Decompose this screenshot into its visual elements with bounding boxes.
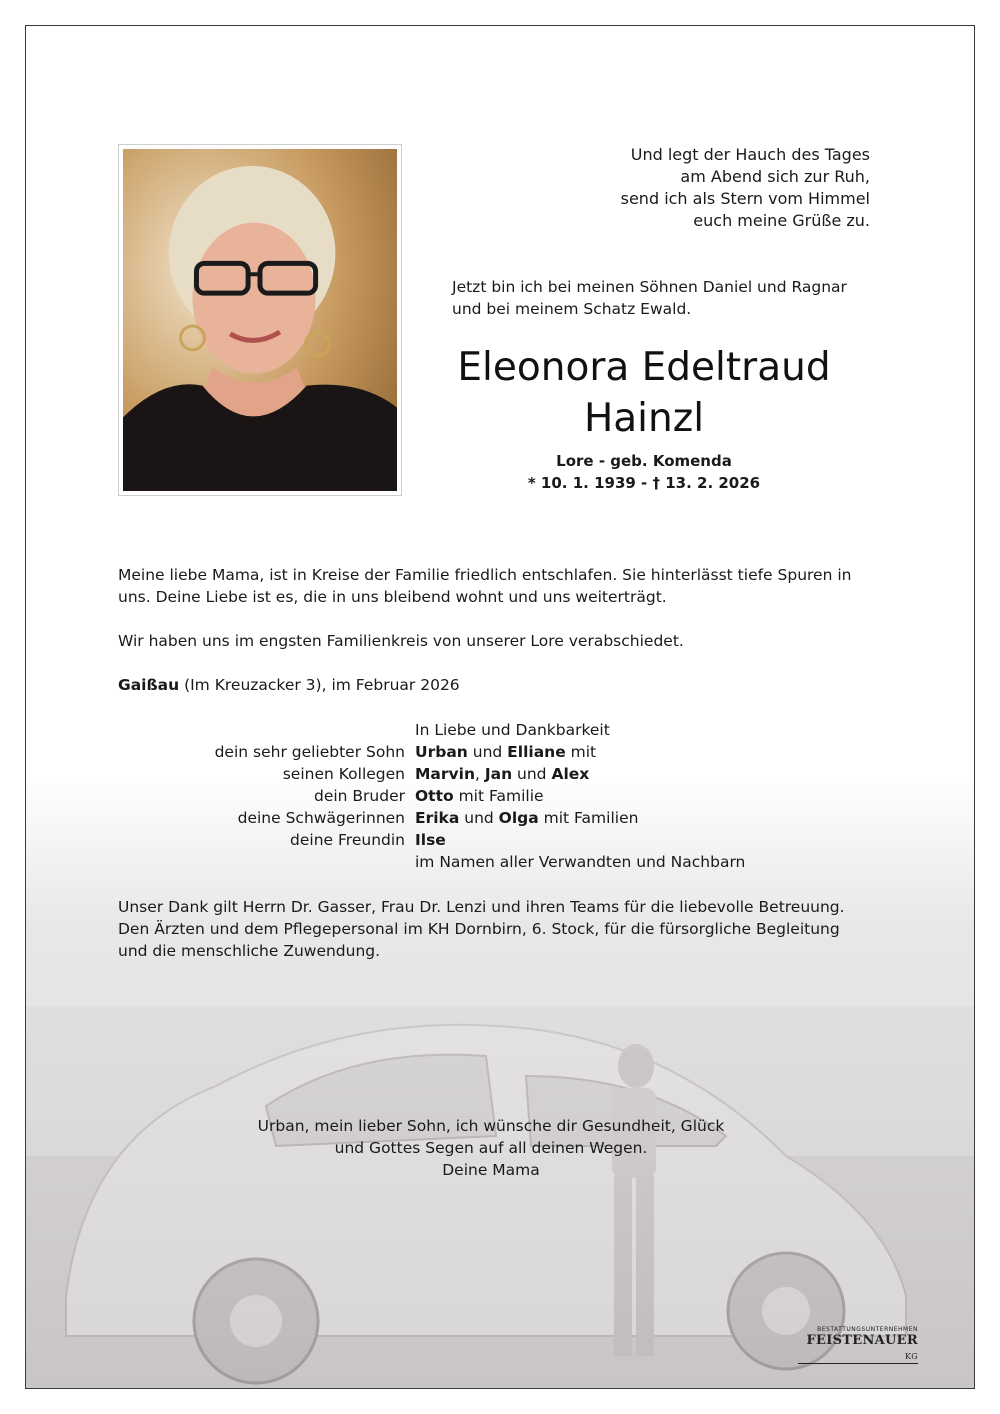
mourner-row: [118, 829, 888, 851]
mourner-name: Erika: [415, 809, 460, 827]
mourner-name: Urban: [415, 743, 468, 761]
mourners-list: [118, 719, 888, 873]
gratitude-paragraph: [118, 896, 888, 962]
mourner-name: Alex: [551, 765, 590, 783]
mourner-relation: deine Freundin: [290, 831, 405, 849]
mourners-footer-row: [118, 851, 888, 873]
poem: [510, 144, 870, 232]
mourner-relation: deine Schwägerinnen: [237, 809, 405, 827]
mourner-name: Marvin: [415, 765, 475, 783]
place-date: [118, 674, 888, 696]
gratitude-line: Unser Dank gilt Herrn Dr. Gasser, Frau Dr. Lenzi und ihren Teams für die liebevolle Betreuung.: [118, 898, 845, 916]
deceased-name: [422, 342, 866, 444]
mourner-relation: seinen Kollegen: [282, 765, 405, 783]
deceased-first-names: Eleonora Edeltraud: [457, 345, 831, 390]
mourner-row: [118, 763, 888, 785]
deceased-last-name: Hainzl: [583, 396, 705, 441]
deceased-details: [422, 450, 866, 494]
mourners-header: In Liebe und Dankbarkeit: [415, 721, 610, 739]
gratitude-line: und die menschliche Zuwendung.: [118, 942, 381, 960]
mourner-relation: dein sehr geliebter Sohn: [214, 743, 405, 761]
mourners-header-row: [118, 719, 888, 741]
mourner-name: Ilse: [415, 831, 446, 849]
paragraph-line: Meine liebe Mama, ist in Kreise der Familie friedlich entschlafen. Sie hinterlässt tiefe Spuren in: [118, 566, 852, 584]
mourner-text: ,: [474, 765, 485, 783]
mourner-text: und: [459, 809, 499, 827]
closing-signature: Deine Mama: [442, 1161, 540, 1179]
paragraph-2: Wir haben uns im engsten Familienkreis von unserer Lore verabschiedet.: [118, 632, 684, 650]
mourner-row: [118, 807, 888, 829]
mourner-row: [118, 785, 888, 807]
mourner-name: Otto: [415, 787, 454, 805]
closing-line: und Gottes Segen auf all deinen Wegen.: [334, 1139, 648, 1157]
poem-line: euch meine Grüße zu.: [693, 211, 870, 230]
mourner-text: mit: [565, 743, 597, 761]
poem-line: Und legt der Hauch des Tages: [630, 145, 870, 164]
mourners-footer: im Namen aller Verwandten und Nachbarn: [415, 853, 746, 871]
portrait-photo: [118, 144, 402, 496]
life-dates: * 10. 1. 1939 - † 13. 2. 2026: [527, 474, 761, 492]
closing-message: [118, 1115, 864, 1181]
nickname: Lore - geb. Komenda: [556, 452, 732, 470]
intro-line: und bei meinem Schatz Ewald.: [452, 300, 692, 318]
mourner-text: und: [512, 765, 552, 783]
page-frame: [25, 25, 975, 1389]
place-town: Gaißau: [118, 676, 180, 694]
paragraph-line: uns. Deine Liebe ist es, die in uns bleibend wohnt und uns weiterträgt.: [118, 588, 667, 606]
mourner-relation: dein Bruder: [313, 787, 405, 805]
intro-line: Jetzt bin ich bei meinen Söhnen Daniel und Ragnar: [452, 278, 847, 296]
poem-line: send ich als Stern vom Himmel: [620, 189, 870, 208]
mourner-row: [118, 741, 888, 763]
gratitude-line: Den Ärzten und dem Pflegepersonal im KH Dornbirn, 6. Stock, für die fürsorgliche Begleitung: [118, 920, 840, 938]
paragraph-1: [118, 564, 888, 608]
mourner-text: und: [467, 743, 508, 761]
mourner-text: mit Familien: [538, 809, 639, 827]
mourner-text: mit Familie: [453, 787, 544, 805]
poem-line: am Abend sich zur Ruh,: [680, 167, 870, 186]
logo-wordmark: FEISTENAUER KG: [798, 1333, 918, 1364]
mourner-name: Jan: [484, 765, 513, 783]
intro-text: [452, 276, 892, 320]
closing-line: Urban, mein lieber Sohn, ich wünsche dir Gesundheit, Glück: [257, 1117, 725, 1135]
place-rest: (Im Kreuzacker 3), im Februar 2026: [179, 676, 460, 694]
logo-tagline: BESTATTUNGSUNTERNEHMEN: [817, 1326, 918, 1333]
mourner-name: Olga: [498, 809, 539, 827]
funeral-home-logo: [798, 1326, 918, 1364]
mourner-name: Elliane: [507, 743, 566, 761]
